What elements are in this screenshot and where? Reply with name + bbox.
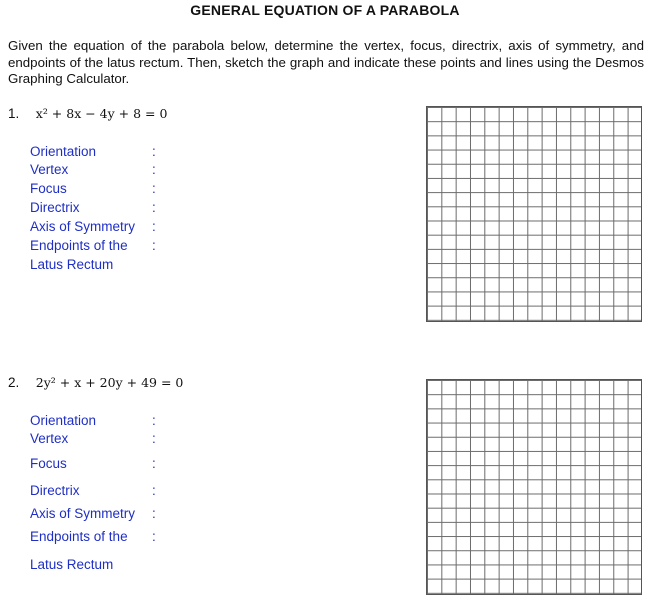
problem-1-number: 1. (8, 106, 20, 121)
field-axis-of-symmetry: Axis of Symmetry : (30, 219, 156, 234)
field-vertex: Vertex : (30, 431, 156, 446)
field-orientation: Orientation : (30, 413, 156, 428)
problem-2-number: 2. (8, 375, 20, 390)
field-focus: Focus : (30, 181, 156, 196)
problem-1-equation: x² + 8x − 4y + 8 = 0 (35, 106, 168, 121)
field-directrix: Directrix : (30, 483, 156, 498)
field-orientation: Orientation : (30, 144, 156, 159)
field-vertex: Vertex : (30, 162, 156, 177)
page-title: GENERAL EQUATION OF A PARABOLA (190, 2, 460, 18)
field-endpoints-latus-rectum: Endpoints of the : (30, 529, 156, 544)
field-latus-rectum-label: Latus Rectum (30, 557, 114, 572)
field-focus: Focus : (30, 456, 156, 471)
instructions-text: Given the equation of the parabola below, determine the vertex, focus, directrix, axis of symmetry, and endpoints of the latus rectum. Then, sketch the graph and indicate these points and lines using the Desmos Graphing Calculator. (8, 38, 644, 86)
problem-1-header (8, 106, 167, 121)
field-axis-of-symmetry: Axis of Symmetry : (30, 506, 156, 521)
field-endpoints-latus-rectum: Endpoints of the : (30, 238, 156, 253)
graph-grid-2[interactable] (426, 379, 642, 595)
problem-2-header (8, 375, 183, 390)
field-latus-rectum-label: Latus Rectum (30, 257, 114, 272)
field-directrix: Directrix : (30, 200, 156, 215)
graph-grid-1[interactable] (426, 106, 642, 322)
problem-2-equation: 2y² + x + 20y + 49 = 0 (35, 375, 184, 390)
